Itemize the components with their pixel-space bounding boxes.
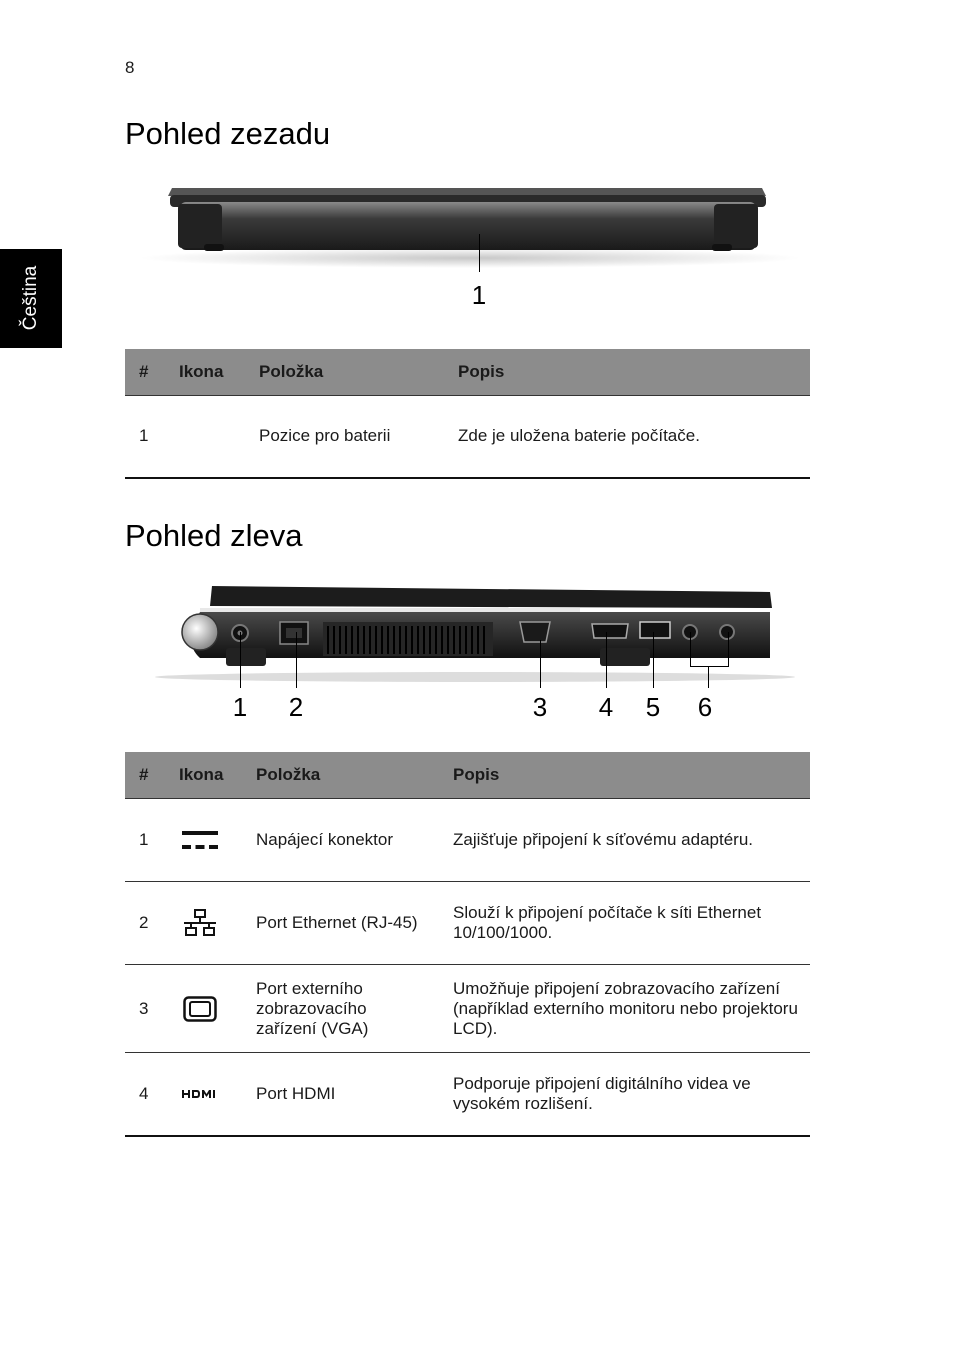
table-header-row xyxy=(125,752,810,799)
row-number: 1 xyxy=(125,799,165,882)
table-row xyxy=(125,1053,810,1136)
left-callout-6: 6 xyxy=(697,692,713,722)
row-description: Podporuje připojení digitálního videa ve vysokém rozlišení. xyxy=(439,1053,810,1136)
row-number: 1 xyxy=(125,396,165,478)
row-item: Port externího zobrazovacího zařízení (VGA) xyxy=(242,965,439,1053)
header-number: # xyxy=(125,349,165,396)
header-icon: Ikona xyxy=(165,349,245,396)
rear-callout-line xyxy=(479,234,480,272)
callout-line-5 xyxy=(653,632,654,688)
header-description: Popis xyxy=(444,349,810,396)
rear-callout-1: 1 xyxy=(471,280,487,310)
row-icon xyxy=(165,396,245,478)
row-icon xyxy=(165,799,242,882)
table-row xyxy=(125,965,810,1053)
header-number: # xyxy=(125,752,165,799)
header-item: Položka xyxy=(242,752,439,799)
table-header-row xyxy=(125,349,810,396)
table-row xyxy=(125,799,810,882)
section-title-left-view: Pohled zleva xyxy=(125,518,303,553)
callout-line-1 xyxy=(240,632,241,688)
left-callout-5: 5 xyxy=(645,692,661,722)
language-tab xyxy=(0,249,62,348)
page-number: 8 xyxy=(125,58,135,77)
row-item: Pozice pro baterii xyxy=(245,396,444,478)
table-row xyxy=(125,396,810,478)
row-item: Port HDMI xyxy=(242,1053,439,1136)
callout-line-4 xyxy=(606,632,607,688)
rear-view-table xyxy=(125,349,810,479)
row-item: Port Ethernet (RJ-45) xyxy=(242,882,439,965)
hdmi-logo-icon xyxy=(182,1089,218,1099)
row-number: 4 xyxy=(125,1053,165,1136)
left-callout-4: 4 xyxy=(598,692,614,722)
ethernet-network-icon xyxy=(183,909,217,937)
laptop-rear-view-image xyxy=(140,182,800,282)
row-description: Zde je uložena baterie počítače. xyxy=(444,396,810,478)
callout-line-3 xyxy=(540,640,541,688)
callout-line-2 xyxy=(296,632,297,688)
vga-monitor-icon xyxy=(183,996,217,1022)
row-number: 2 xyxy=(125,882,165,965)
language-tab-label: Čeština xyxy=(20,265,41,331)
row-description: Umožňuje připojení zobrazovacího zařízení (například externího monitoru nebo projektoru LCD). xyxy=(439,965,810,1053)
left-view-table xyxy=(125,752,810,1137)
callout-line-6 xyxy=(708,666,709,688)
left-callout-1: 1 xyxy=(232,692,248,722)
row-icon xyxy=(165,965,242,1053)
row-description: Slouží k připojení počítače k síti Ethernet 10/100/1000. xyxy=(439,882,810,965)
row-icon xyxy=(165,1053,242,1136)
row-item: Napájecí konektor xyxy=(242,799,439,882)
header-item: Položka xyxy=(245,349,444,396)
section-title-rear-view: Pohled zezadu xyxy=(125,116,331,151)
row-number: 3 xyxy=(125,965,165,1053)
table-row xyxy=(125,882,810,965)
callout-bracket-6 xyxy=(690,632,729,667)
left-callout-3: 3 xyxy=(532,692,548,722)
header-icon: Ikona xyxy=(165,752,242,799)
row-icon xyxy=(165,882,242,965)
header-description: Popis xyxy=(439,752,810,799)
row-description: Zajišťuje připojení k síťovému adaptéru. xyxy=(439,799,810,882)
dc-power-icon xyxy=(182,829,218,851)
left-callout-2: 2 xyxy=(288,692,304,722)
